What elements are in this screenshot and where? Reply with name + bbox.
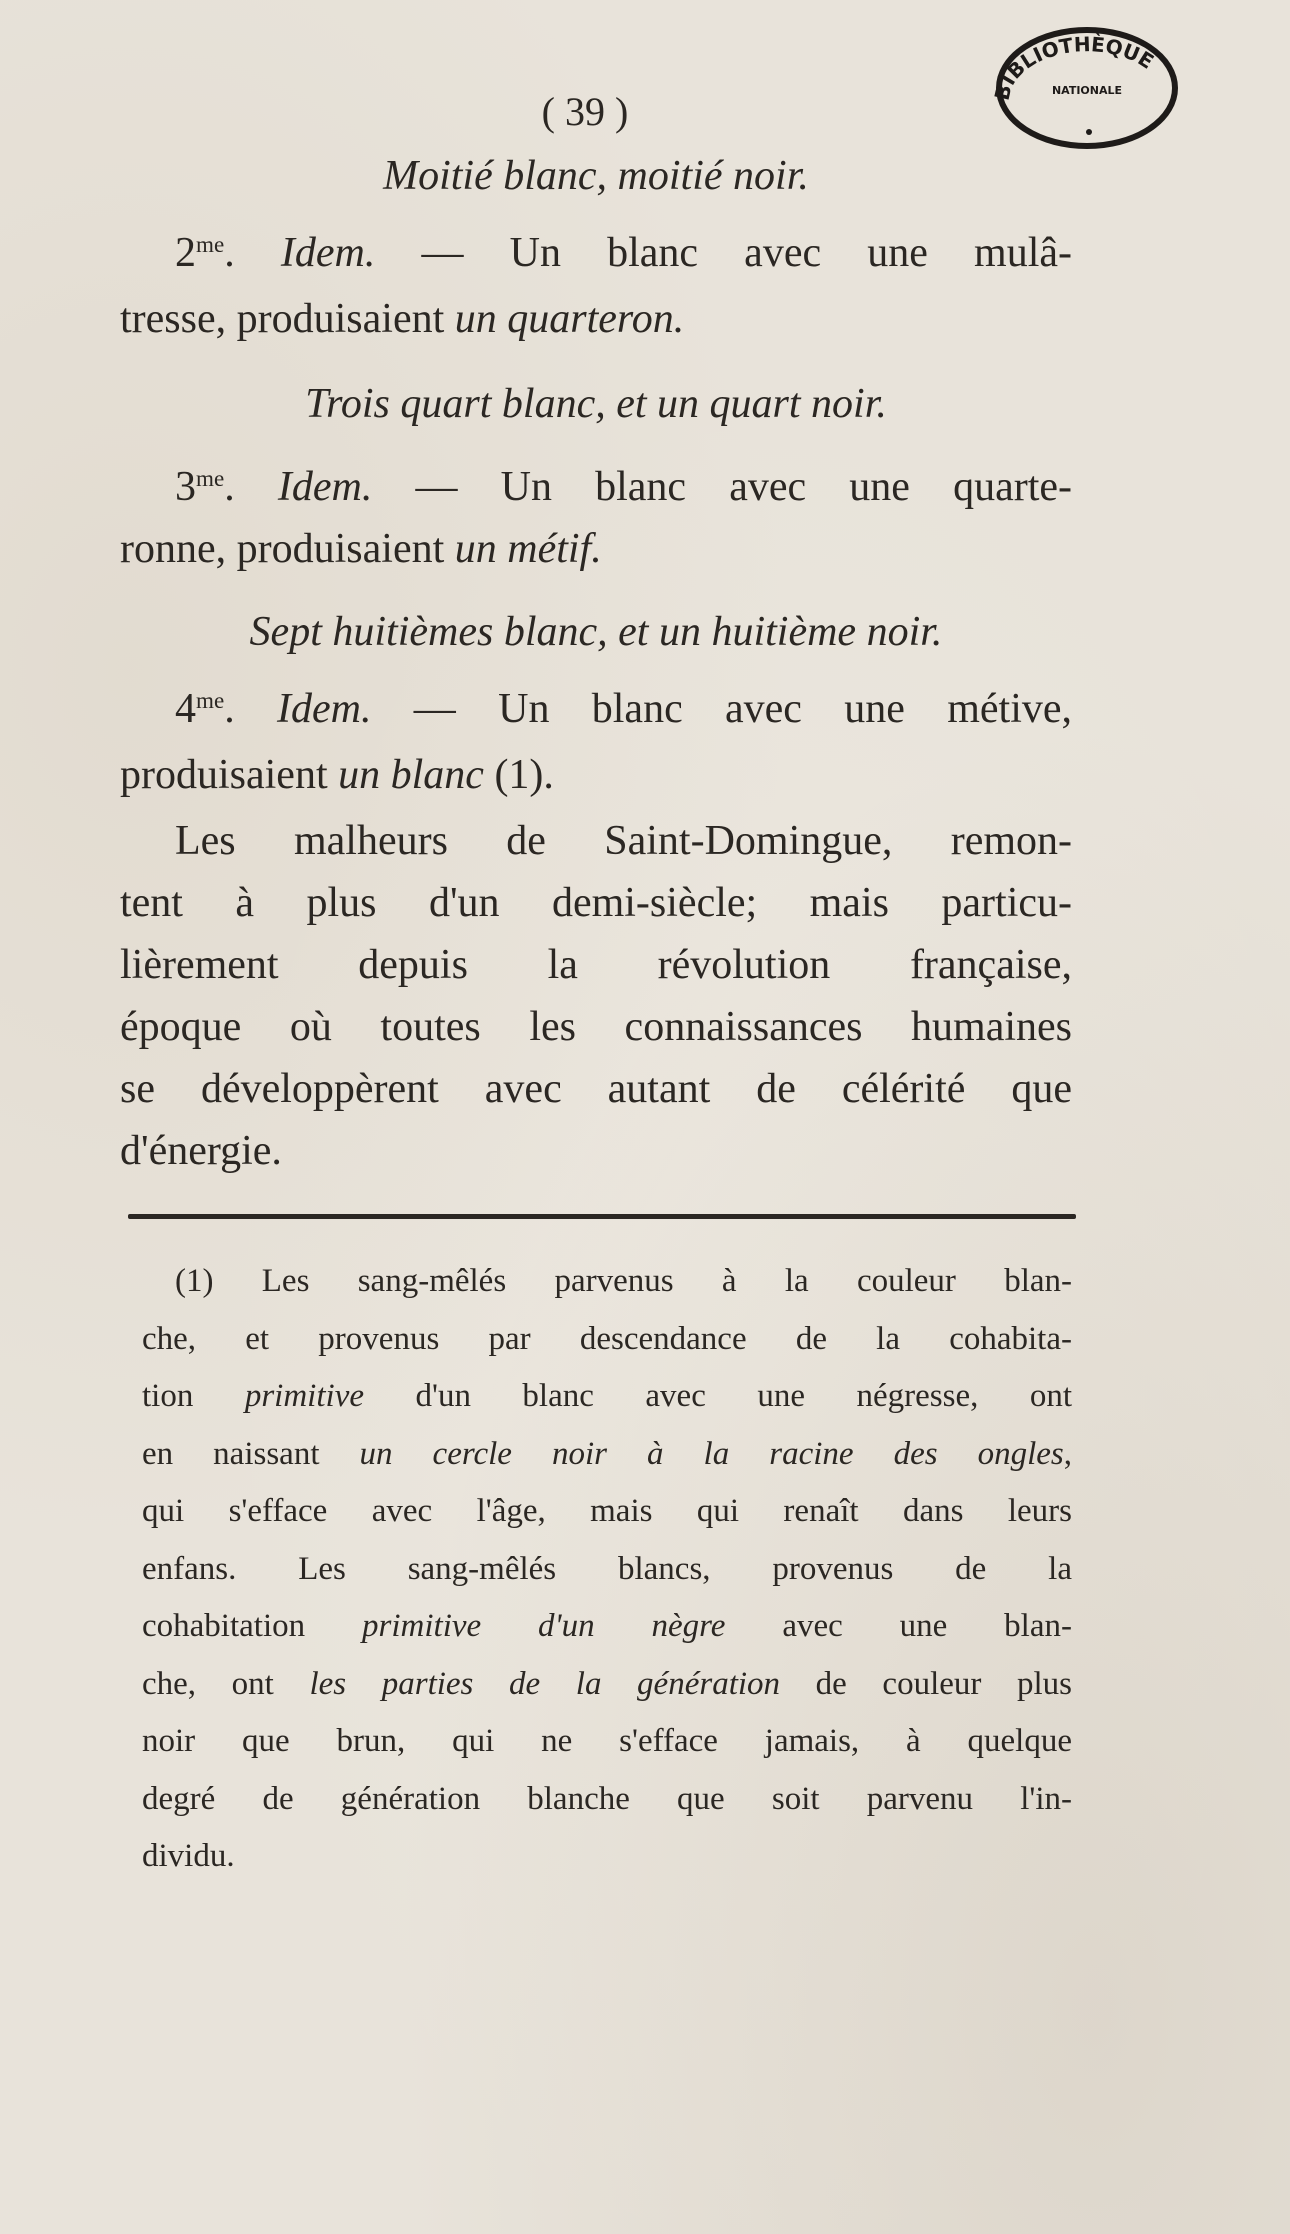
text-line [120,1006,1072,1048]
stamp-text: BIBLIOTHÈQUE [990,32,1159,103]
text-line [120,882,1072,924]
text: qui s'efface avec l'âge, mais qui renaît dans leurs [142,1493,1072,1529]
text-line [120,1068,1072,1110]
text: 3 [175,464,196,510]
stamp-center-text: NATIONALE [1051,84,1123,97]
footnote-line [142,1380,1072,1413]
text: ronne, produisaient [120,526,455,572]
text: enfans. Les sang-mêlés blancs, provenus de la [142,1550,1072,1587]
footnote-line [175,1265,1072,1298]
page-number: ( 39 ) [541,89,629,134]
footnote-line [142,1840,1072,1873]
text-line [120,611,1072,653]
text-line [120,155,1072,197]
footnote-line [142,1780,1072,1817]
footnote-line [142,1495,1072,1528]
italic-text: Trois quart blanc, et un quart noir. [305,381,887,427]
superscript: me [196,465,225,492]
text: cohabitation [142,1608,363,1644]
text: époque où toutes les connaissances humaines [120,1004,1072,1050]
footnote-line [142,1610,1072,1643]
text: che, et provenus par descendance de la cohabita- [142,1320,1072,1357]
library-stamp [990,20,1185,155]
text: 2 [175,230,196,276]
text: tion [142,1378,245,1414]
text-line [120,528,1072,570]
text: — Un blanc avec une métive, [371,686,1073,732]
italic-text: Idem. [277,686,372,732]
italic-text: un quarteron. [454,296,685,342]
text: (1) Les sang-mêlés parvenus à la couleur blan- [175,1263,1072,1299]
footnote-line [142,1550,1072,1587]
italic-text: primitive [244,1378,364,1414]
text: produisaient [120,752,339,798]
italic-text: primitive d'un nègre [362,1608,726,1644]
text: en naissant [142,1435,360,1472]
italic-text: Idem. [280,230,376,276]
text: tent à plus d'un demi-siècle; mais particu- [120,880,1072,926]
text-line [120,1130,1072,1172]
text: noir que brun, qui ne s'efface jamais, à quelque [142,1723,1072,1759]
text-line [120,944,1072,986]
superscript: me [196,231,225,258]
text: — Un blanc avec une quarte- [372,464,1073,510]
italic-text: les parties de la génération [309,1665,781,1702]
italic-text: un cercle noir à la racine des ongles [359,1435,1064,1472]
text-line [120,383,1072,425]
text: 4 [175,686,196,732]
italic-text: un métif. [454,526,602,572]
text-line [175,688,1072,730]
text: Les malheurs de Saint-Domingue, remon- [175,818,1072,864]
text: degré de génération blanche que soit parvenu l'in- [142,1780,1072,1817]
text: de couleur plus [780,1665,1073,1702]
text: se développèrent avec autant de célérité que [120,1066,1072,1112]
text: tresse, produisaient [120,296,455,342]
footnote-line [142,1320,1072,1357]
text-line [120,298,1072,340]
text-line [120,754,1072,796]
text: avec une blan- [725,1608,1072,1644]
footnote-line [142,1435,1072,1472]
text: . [224,230,281,276]
italic-text: un blanc [338,752,484,798]
superscript: me [196,687,225,714]
footnote-line [142,1665,1073,1702]
text: — Un blanc avec une mulâ- [375,230,1072,276]
text: d'énergie. [120,1128,282,1174]
text: che, ont [142,1665,310,1702]
text: (1). [483,752,554,798]
text: lièrement depuis la révolution française, [120,942,1072,988]
text: . [224,686,278,732]
footnote-line [142,1725,1072,1758]
text: d'un blanc avec une négresse, ont [364,1378,1073,1414]
text: . [224,464,278,510]
text: dividu. [142,1838,235,1874]
text: , [1063,1435,1072,1472]
italic-text: Moitié blanc, moitié noir. [383,153,809,199]
text-line [175,232,1072,274]
footnote-rule [128,1214,1076,1219]
italic-text: Idem. [277,464,373,510]
text-line [175,466,1072,508]
italic-text: Sept huitièmes blanc, et un huitième noir. [249,609,943,655]
text-line [175,820,1072,862]
